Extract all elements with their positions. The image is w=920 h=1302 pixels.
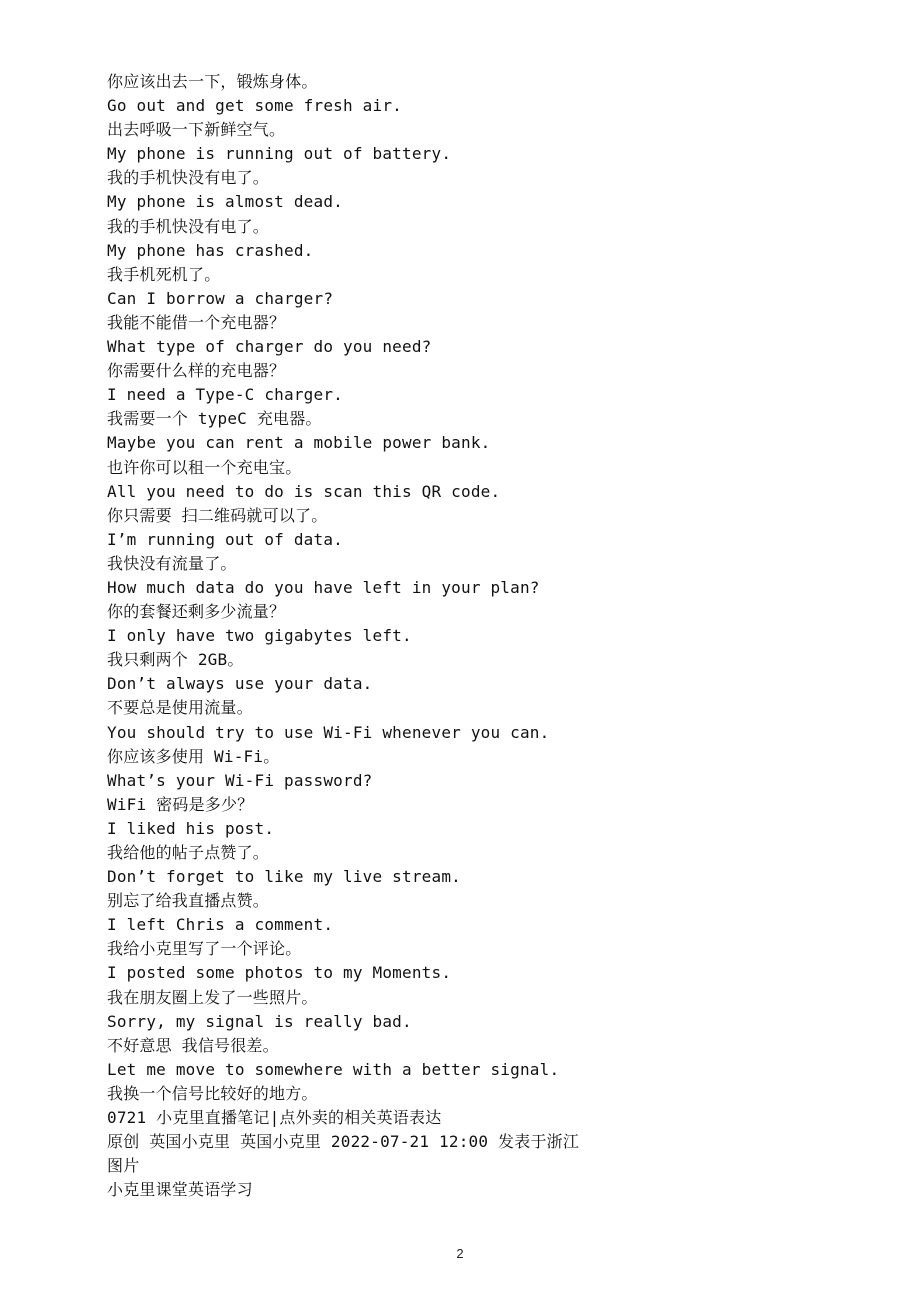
- text-line: I posted some photos to my Moments.: [107, 963, 452, 983]
- text-line: What’s your Wi-Fi password?: [107, 770, 373, 790]
- text-line: 我手机死机了。: [107, 264, 221, 284]
- text-body: [107, 70, 579, 1202]
- text-line: 我换一个信号比较好的地方。: [107, 1083, 318, 1103]
- text-line: Don’t always use your data.: [107, 674, 373, 694]
- text-line: 出去呼吸一下新鲜空气。: [107, 120, 286, 140]
- text-line: Don’t forget to like my live stream.: [107, 867, 461, 887]
- text-line: 也许你可以租一个充电宝。: [107, 457, 302, 477]
- text-line: I need a Type-C charger.: [107, 385, 343, 405]
- text-line: I left Chris a comment.: [107, 915, 334, 935]
- text-line: My phone is running out of battery.: [107, 144, 452, 164]
- text-line: Go out and get some fresh air.: [107, 96, 402, 116]
- article-title: 0721 小克里直播笔记|点外卖的相关英语表达: [107, 1108, 442, 1128]
- text-line: 我给小克里写了一个评论。: [107, 939, 302, 959]
- text-line: 你需要什么样的充电器？: [107, 361, 286, 381]
- text-line: 我在朋友圈上发了一些照片。: [107, 987, 318, 1007]
- text-line: Can I borrow a charger?: [107, 288, 334, 308]
- text-line: WiFi 密码是多少？: [107, 794, 254, 814]
- text-line: 我只剩两个 2GB。: [107, 650, 244, 670]
- article-subtitle: 小克里课堂英语学习: [107, 1180, 253, 1200]
- image-placeholder-label: 图片: [107, 1156, 140, 1176]
- text-line: I liked his post.: [107, 818, 275, 838]
- text-line: Maybe you can rent a mobile power bank.: [107, 433, 491, 453]
- text-line: All you need to do is scan this QR code.: [107, 481, 501, 501]
- text-line: 不要总是使用流量。: [107, 698, 253, 718]
- text-line: I only have two gigabytes left.: [107, 626, 412, 646]
- text-line: 你只需要 扫二维码就可以了。: [107, 505, 328, 525]
- text-line: 我快没有流量了。: [107, 553, 237, 573]
- text-line: Sorry, my signal is really bad.: [107, 1011, 412, 1031]
- text-line: 你应该多使用 Wi-Fi。: [107, 746, 280, 766]
- text-line: 我需要一个 typeC 充电器。: [107, 409, 322, 429]
- text-line: My phone is almost dead.: [107, 192, 343, 212]
- page-number: 2: [456, 1246, 464, 1261]
- article-byline: 原创 英国小克里 英国小克里 2022-07-21 12:00 发表于浙江: [107, 1132, 580, 1152]
- text-line: 不好意思 我信号很差。: [107, 1035, 279, 1055]
- text-line: My phone has crashed.: [107, 240, 314, 260]
- text-line: Let me move to somewhere with a better signal.: [107, 1059, 560, 1079]
- text-line: 我的手机快没有电了。: [107, 168, 270, 188]
- text-line: 你的套餐还剩多少流量？: [107, 602, 286, 622]
- text-line: 你应该出去一下，锻炼身体。: [107, 72, 318, 91]
- text-line: How much data do you have left in your plan?: [107, 577, 540, 597]
- text-line: 我给他的帖子点赞了。: [107, 843, 270, 862]
- text-line: You should try to use Wi-Fi whenever you can.: [107, 722, 550, 742]
- text-line: What type of charger do you need?: [107, 337, 432, 357]
- text-line: 我能不能借一个充电器？: [107, 312, 286, 332]
- text-line: I’m running out of data.: [107, 529, 343, 549]
- text-line: 别忘了给我直播点赞。: [107, 891, 270, 911]
- text-line: 我的手机快没有电了。: [107, 216, 270, 236]
